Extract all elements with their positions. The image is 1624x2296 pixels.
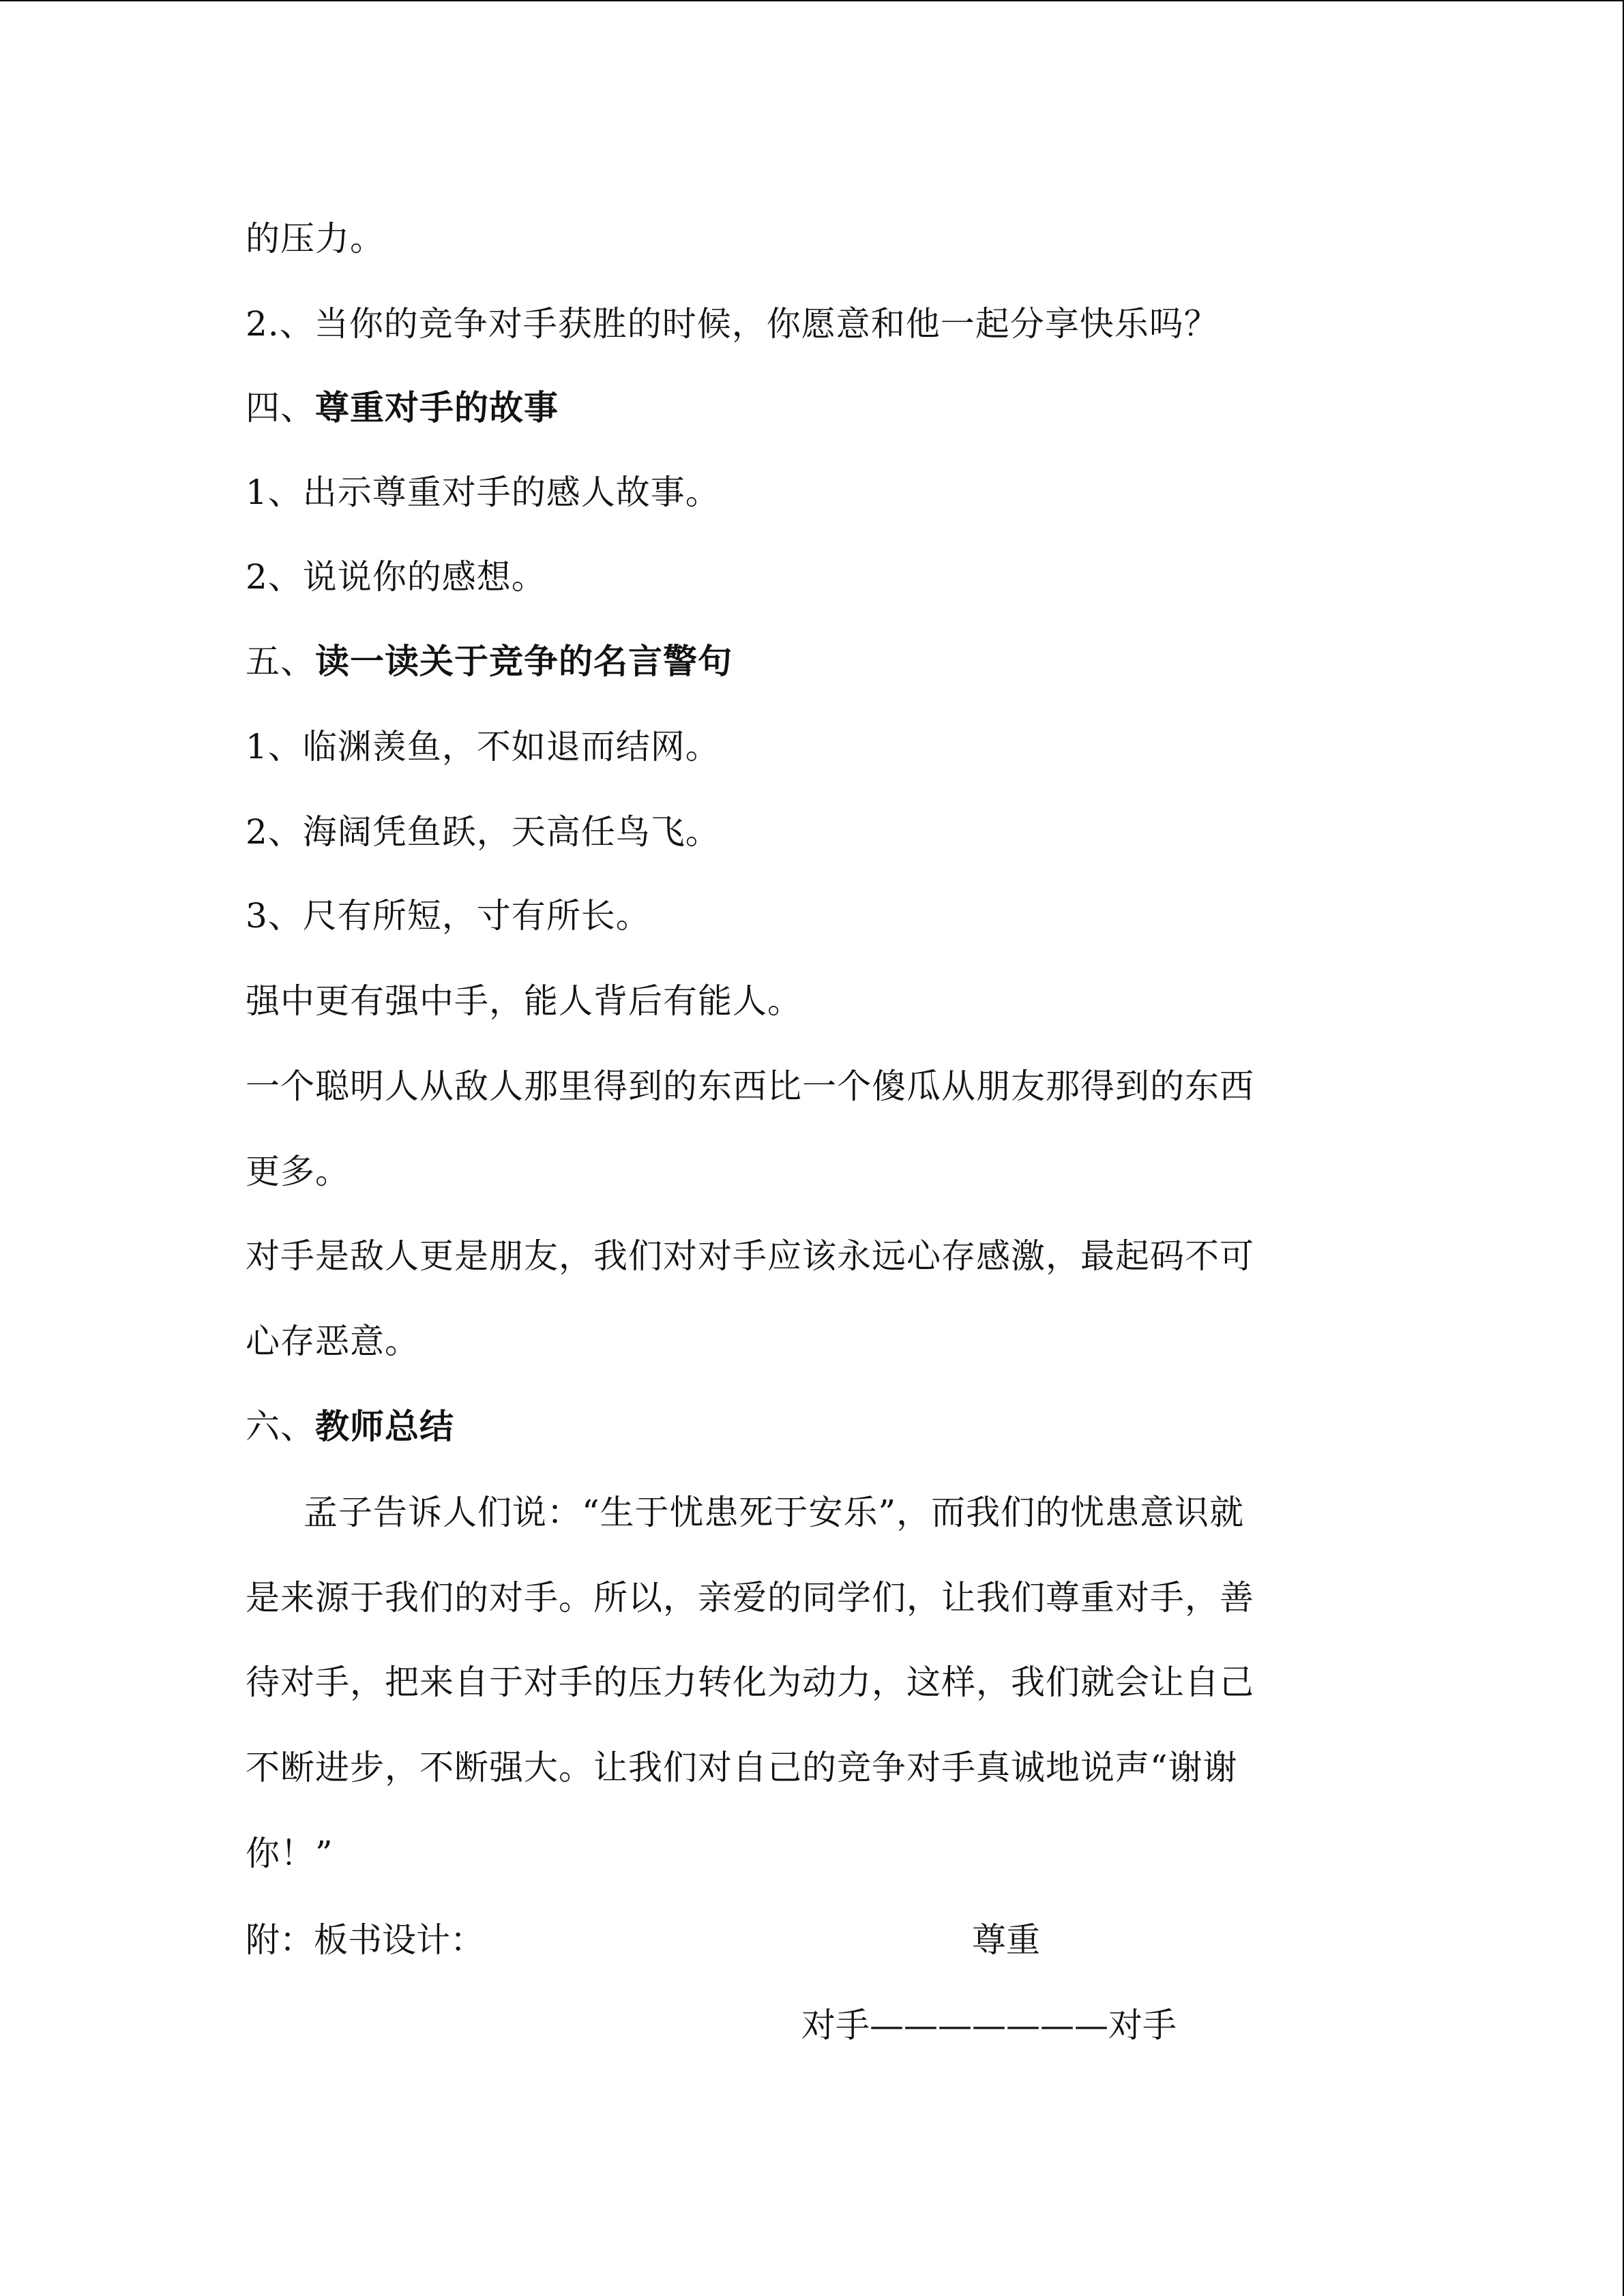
text-line: 强中更有强中手，能人背后有能人。 xyxy=(246,981,802,1021)
board-design-label: 附：板书设计： xyxy=(246,1920,484,1960)
text-line: 心存恶意。 xyxy=(246,1322,419,1361)
text-line: 2、海阔凭鱼跃，天高任鸟飞。 xyxy=(246,812,720,852)
board-design-title: 尊重 xyxy=(972,1920,1040,1960)
section-heading-four: 四、尊重对手的故事 xyxy=(246,387,559,428)
paragraph-line: 你！” xyxy=(246,1834,334,1873)
text-line: 对手是敌人更是朋友，我们对对手应该永远心存感激，最起码不可 xyxy=(246,1236,1254,1276)
text-line: 的压力。 xyxy=(246,219,385,258)
paragraph-line: 是来源于我们的对手。所以，亲爱的同学们，让我们尊重对手，善 xyxy=(246,1578,1254,1617)
board-design-row: 对手———————对手 xyxy=(801,2006,1177,2045)
paragraph-line: 不断进步，不断强大。让我们对自己的竞争对手真诚地说声“谢谢 xyxy=(246,1748,1238,1787)
text-line: 更多。 xyxy=(246,1152,350,1191)
text-line: 2.、当你的竞争对手获胜的时候，你愿意和他一起分享快乐吗？ xyxy=(246,304,1219,344)
section-heading-five: 五、读一读关于竞争的名言警句 xyxy=(246,641,733,681)
section-heading-six: 六、教师总结 xyxy=(246,1406,454,1446)
text-line: 1、临渊羡鱼，不如退而结网。 xyxy=(246,727,720,766)
paragraph-line: 孟子告诉人们说：“生于忧患死于安乐”，而我们的忧患意识就 xyxy=(304,1493,1245,1532)
text-line: 一个聪明人从敌人那里得到的东西比一个傻瓜从朋友那得到的东西 xyxy=(246,1067,1254,1106)
text-line: 3、尺有所短，寸有所长。 xyxy=(246,896,651,936)
text-line: 1、出示尊重对手的感人故事。 xyxy=(246,473,720,512)
text-line: 2、说说你的感想。 xyxy=(246,557,546,597)
paragraph-line: 待对手，把来自于对手的压力转化为动力，这样，我们就会让自己 xyxy=(246,1663,1254,1702)
